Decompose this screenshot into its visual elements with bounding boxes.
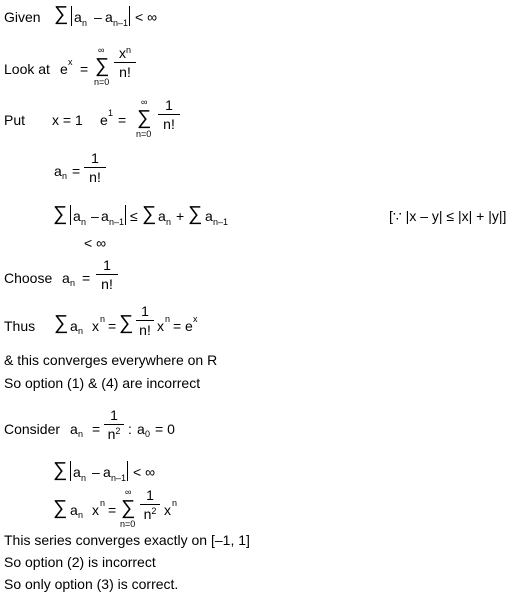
e-symbol: e <box>100 112 108 128</box>
fraction-1-n-squared <box>104 408 124 441</box>
abs-bar <box>127 461 128 481</box>
equals-sign: = <box>72 163 81 179</box>
equals-sign: = <box>173 318 182 334</box>
subscript-0: 0 <box>145 429 151 439</box>
superscript-x: x <box>193 314 198 324</box>
abs-bar <box>71 6 72 26</box>
a-n-term: a <box>70 502 78 518</box>
numerator: 1 <box>110 407 118 423</box>
minus-sign: – <box>91 208 99 224</box>
denominator: n! <box>89 169 101 185</box>
a-n-term: a <box>70 318 78 334</box>
equals-zero: = 0 <box>155 421 175 437</box>
sum-symbol: ∑ <box>53 459 68 481</box>
given-label: Given <box>4 9 41 25</box>
subscript-n: n <box>70 278 76 288</box>
sum-symbol: ∑ <box>119 312 134 334</box>
fraction-xn-nfact <box>114 46 136 79</box>
numerator: 1 <box>103 257 111 273</box>
denominator: n! <box>163 116 175 132</box>
equals-sign: = <box>92 421 101 437</box>
sum-symbol: ∑ <box>137 107 152 129</box>
fraction-bar <box>136 320 154 321</box>
denominator: n! <box>119 64 131 80</box>
fraction-1-nfact <box>136 304 154 337</box>
superscript-n: n <box>100 498 106 508</box>
a-n-term: a <box>62 270 70 286</box>
option-2-incorrect-text: So option (2) is incorrect <box>4 554 156 570</box>
x-term: x <box>157 318 164 334</box>
abs-bar <box>125 205 126 225</box>
subscript-n-1: n–1 <box>113 18 129 28</box>
subscript-n-1: n–1 <box>111 473 127 483</box>
sum-symbol: ∑ <box>188 203 203 225</box>
sum-symbol: ∑ <box>142 203 157 225</box>
superscript-n: n <box>165 314 171 324</box>
superscript-n: n <box>100 314 106 324</box>
lt-infinity: < ∞ <box>84 235 107 251</box>
superscript-x: x <box>68 57 73 67</box>
choose-label: Choose <box>4 270 53 286</box>
superscript-n: n <box>172 498 178 508</box>
a-n-term: a <box>158 208 166 224</box>
minus-sign: – <box>94 9 102 25</box>
numerator: 1 <box>165 97 173 113</box>
options-1-4-incorrect-text: So option (1) & (4) are incorrect <box>4 375 201 391</box>
subscript-n: n <box>62 171 68 181</box>
a-0-term: a <box>137 421 145 437</box>
le-sign: ≤ <box>130 208 138 224</box>
sum-symbol: ∑ <box>54 312 69 334</box>
fraction-1-nfact <box>96 258 118 291</box>
abs-bar <box>70 205 71 225</box>
infinity-upper: ∞ <box>125 487 132 497</box>
lower-limit: n=0 <box>136 129 152 139</box>
thus-label: Thus <box>4 318 36 334</box>
x-term: x <box>92 318 99 334</box>
lower-limit: n=0 <box>94 77 110 87</box>
numerator: 1 <box>91 150 99 166</box>
equals-sign: = <box>82 270 91 286</box>
e-symbol: e <box>60 61 68 77</box>
lower-limit: n=0 <box>120 519 136 529</box>
a-n-term: a <box>54 163 62 179</box>
fraction-1-n-squared <box>140 488 160 521</box>
sum-symbol: ∑ <box>54 3 69 25</box>
fraction-bar <box>84 167 106 168</box>
fraction-bar <box>96 274 118 275</box>
fraction-bar <box>158 114 180 115</box>
converges-everywhere-text: & this converges everywhere on R <box>4 352 218 368</box>
subscript-n: n <box>78 510 84 520</box>
fraction-1-nfact <box>84 151 106 184</box>
superscript-1: 1 <box>108 108 114 118</box>
subscript-n: n <box>81 473 87 483</box>
a-n-term: a <box>73 464 81 480</box>
subscript-n: n <box>78 429 84 439</box>
a-n-term: a <box>73 208 81 224</box>
put-label: Put <box>4 112 26 128</box>
denominator: n! <box>139 322 151 338</box>
numerator: $x^n$ <box>118 45 131 61</box>
subscript-n: n <box>81 217 87 227</box>
triangle-inequality-note: [∵ |x – y| ≤ |x| + |y|] <box>389 208 507 224</box>
subscript-n-1: n–1 <box>109 217 125 227</box>
a-n-term: a <box>74 9 82 25</box>
converges-exactly-text: This series converges exactly on [–1, 1] <box>4 532 250 548</box>
fraction-1-nfact <box>158 98 180 131</box>
lt-infinity: < ∞ <box>135 9 158 25</box>
denominator: $n^2$ <box>107 426 121 442</box>
numerator: 1 <box>146 487 154 503</box>
fraction-bar <box>104 424 124 425</box>
denominator: $n^2$ <box>143 506 157 522</box>
x-term: x <box>164 502 171 518</box>
fraction-bar <box>114 62 136 63</box>
a-n-1-term: a <box>105 9 113 25</box>
lt-infinity: < ∞ <box>133 464 156 480</box>
plus-sign: + <box>176 208 185 224</box>
equals-sign: = <box>108 318 117 334</box>
x-term: x <box>92 502 99 518</box>
sum-symbol: ∑ <box>121 497 136 519</box>
subscript-n: n <box>166 217 172 227</box>
fraction-bar <box>140 504 160 505</box>
subscript-n-1: n–1 <box>213 217 229 227</box>
sum-symbol: ∑ <box>53 203 68 225</box>
consider-label: Consider <box>4 421 61 437</box>
denominator: n! <box>101 276 113 292</box>
option-3-correct-text: So only option (3) is correct. <box>4 576 179 592</box>
infinity-upper: ∞ <box>141 97 148 107</box>
minus-sign: – <box>92 464 100 480</box>
a-n-1-term: a <box>205 208 213 224</box>
numerator: 1 <box>141 303 149 319</box>
sum-symbol: ∑ <box>95 55 110 77</box>
equals-sign: = <box>118 112 127 128</box>
sum-symbol: ∑ <box>53 497 68 519</box>
subscript-n: n <box>78 326 84 336</box>
infinity-upper: ∞ <box>98 45 105 55</box>
a-n-term: a <box>70 421 78 437</box>
a-n-1-term: a <box>103 464 111 480</box>
x-equals-1: x = 1 <box>52 112 83 128</box>
equals-sign: = <box>80 61 89 77</box>
abs-bar <box>70 461 71 481</box>
equals-sign: = <box>108 502 117 518</box>
colon: : <box>128 421 132 437</box>
a-n-1-term: a <box>101 208 109 224</box>
e-symbol: e <box>185 318 193 334</box>
abs-bar <box>129 6 130 26</box>
subscript-n: n <box>82 18 88 28</box>
look-label: Look at <box>4 61 50 77</box>
